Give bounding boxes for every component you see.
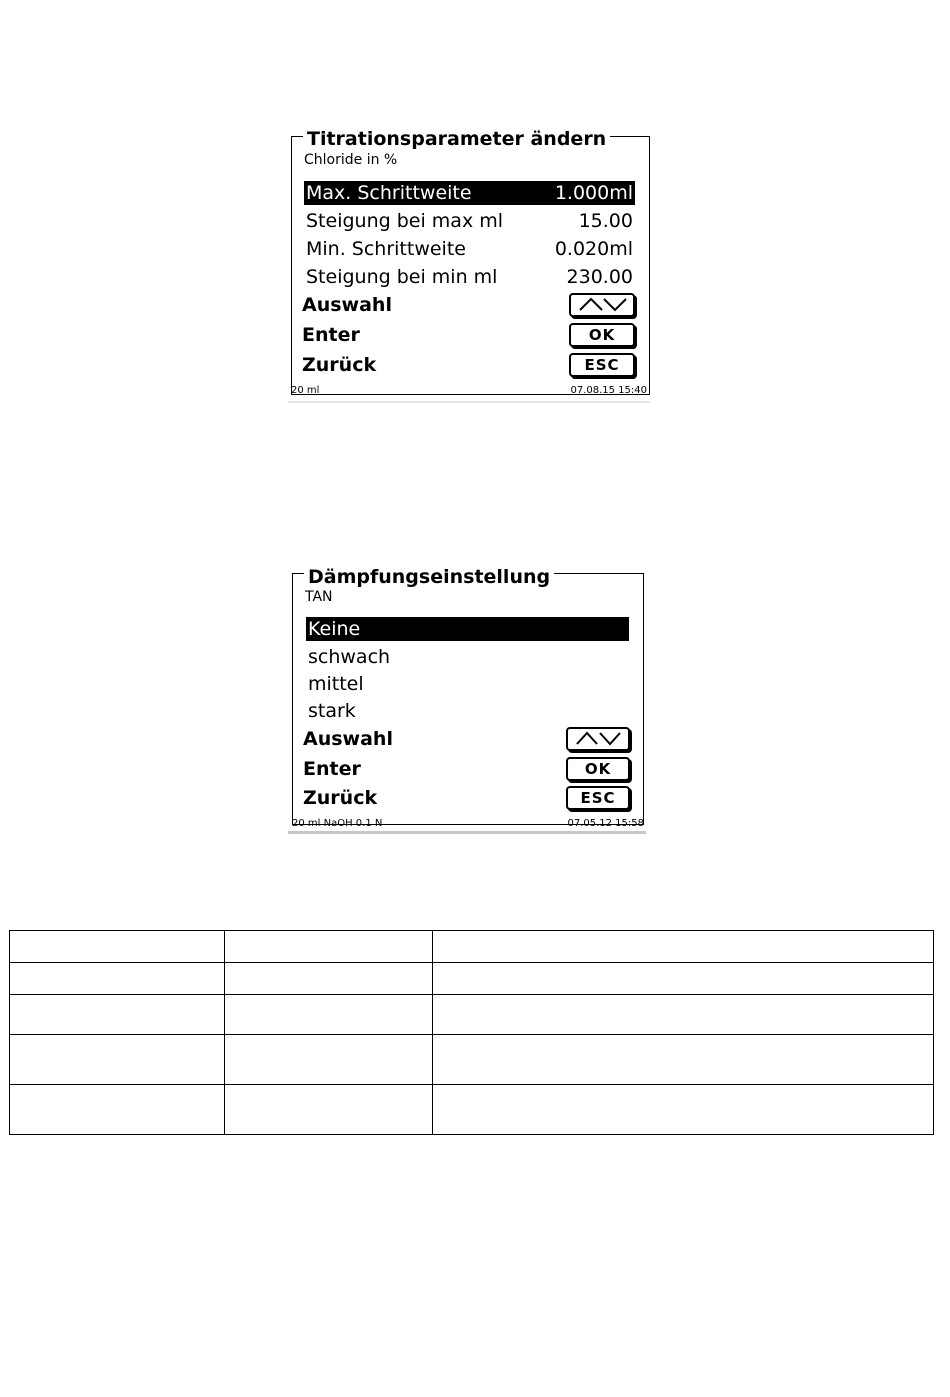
param-row-slope-min[interactable] [304,265,635,289]
table-row [10,1035,934,1085]
table-cell [10,931,225,963]
action-label-select: Auswahl [303,728,393,750]
param-label: Min. Schrittweite [306,238,466,260]
option-label: mittel [308,673,364,695]
table-cell [224,931,432,963]
param-value: 230.00 [566,266,633,288]
table-cell [224,995,432,1035]
table-cell [10,1085,225,1135]
esc-button[interactable]: ESC [566,786,630,810]
option-row-weak[interactable] [306,645,629,669]
table-row [10,1085,934,1135]
param-row-max-step[interactable] [304,181,635,205]
table-cell [10,963,225,995]
action-label-enter: Enter [302,324,360,346]
empty-table [9,930,934,1135]
screen-title: Dämpfungseinstellung [304,567,554,587]
table-row [10,995,934,1035]
screen-title: Titrationsparameter ändern [303,129,610,149]
table-cell [432,995,933,1035]
up-down-arrows-icon [571,729,625,747]
status-left: 20 ml NaOH 0.1 N [292,818,383,829]
table-cell [432,931,933,963]
table-cell [224,1085,432,1135]
action-label-back: Zurück [303,787,378,809]
param-value: 15.00 [578,210,633,232]
option-row-strong[interactable] [306,699,629,723]
table-cell [224,1035,432,1085]
screen-bottom-edge [288,831,646,834]
table-cell [432,963,933,995]
param-label: Steigung bei min ml [306,266,498,288]
table-row [10,963,934,995]
screen-subtitle: TAN [305,589,333,605]
ok-button[interactable]: OK [569,323,635,347]
option-row-none[interactable] [306,617,629,641]
up-down-button[interactable] [566,727,630,751]
ok-button[interactable]: OK [566,757,630,781]
param-label: Max. Schrittweite [306,182,472,204]
option-label: stark [308,700,356,722]
table-row [10,931,934,963]
param-row-slope-max[interactable] [304,209,635,233]
up-down-button[interactable] [569,293,635,317]
param-value: 1.000ml [554,182,633,204]
screen-subtitle: Chloride in % [304,152,398,168]
action-label-back: Zurück [302,354,377,376]
table-cell [10,995,225,1035]
esc-button[interactable]: ESC [569,353,635,377]
option-row-medium[interactable] [306,672,629,696]
screen-bottom-edge [288,401,650,403]
table-cell [224,963,432,995]
table-cell [432,1035,933,1085]
param-value: 0.020ml [554,238,633,260]
param-row-min-step[interactable] [304,237,635,261]
option-label: schwach [308,646,391,668]
status-left: 20 ml [291,385,320,396]
up-down-arrows-icon [574,295,630,313]
damping-settings-screen [288,563,650,838]
titration-parameters-screen [285,125,651,405]
param-label: Steigung bei max ml [306,210,504,232]
table-cell [10,1035,225,1085]
status-datetime: 07.08.15 15:40 [570,385,647,396]
option-label: Keine [308,618,361,640]
action-label-enter: Enter [303,758,361,780]
status-datetime: 07.05.12 15:58 [567,818,644,829]
action-label-select: Auswahl [302,294,392,316]
table-cell [432,1085,933,1135]
